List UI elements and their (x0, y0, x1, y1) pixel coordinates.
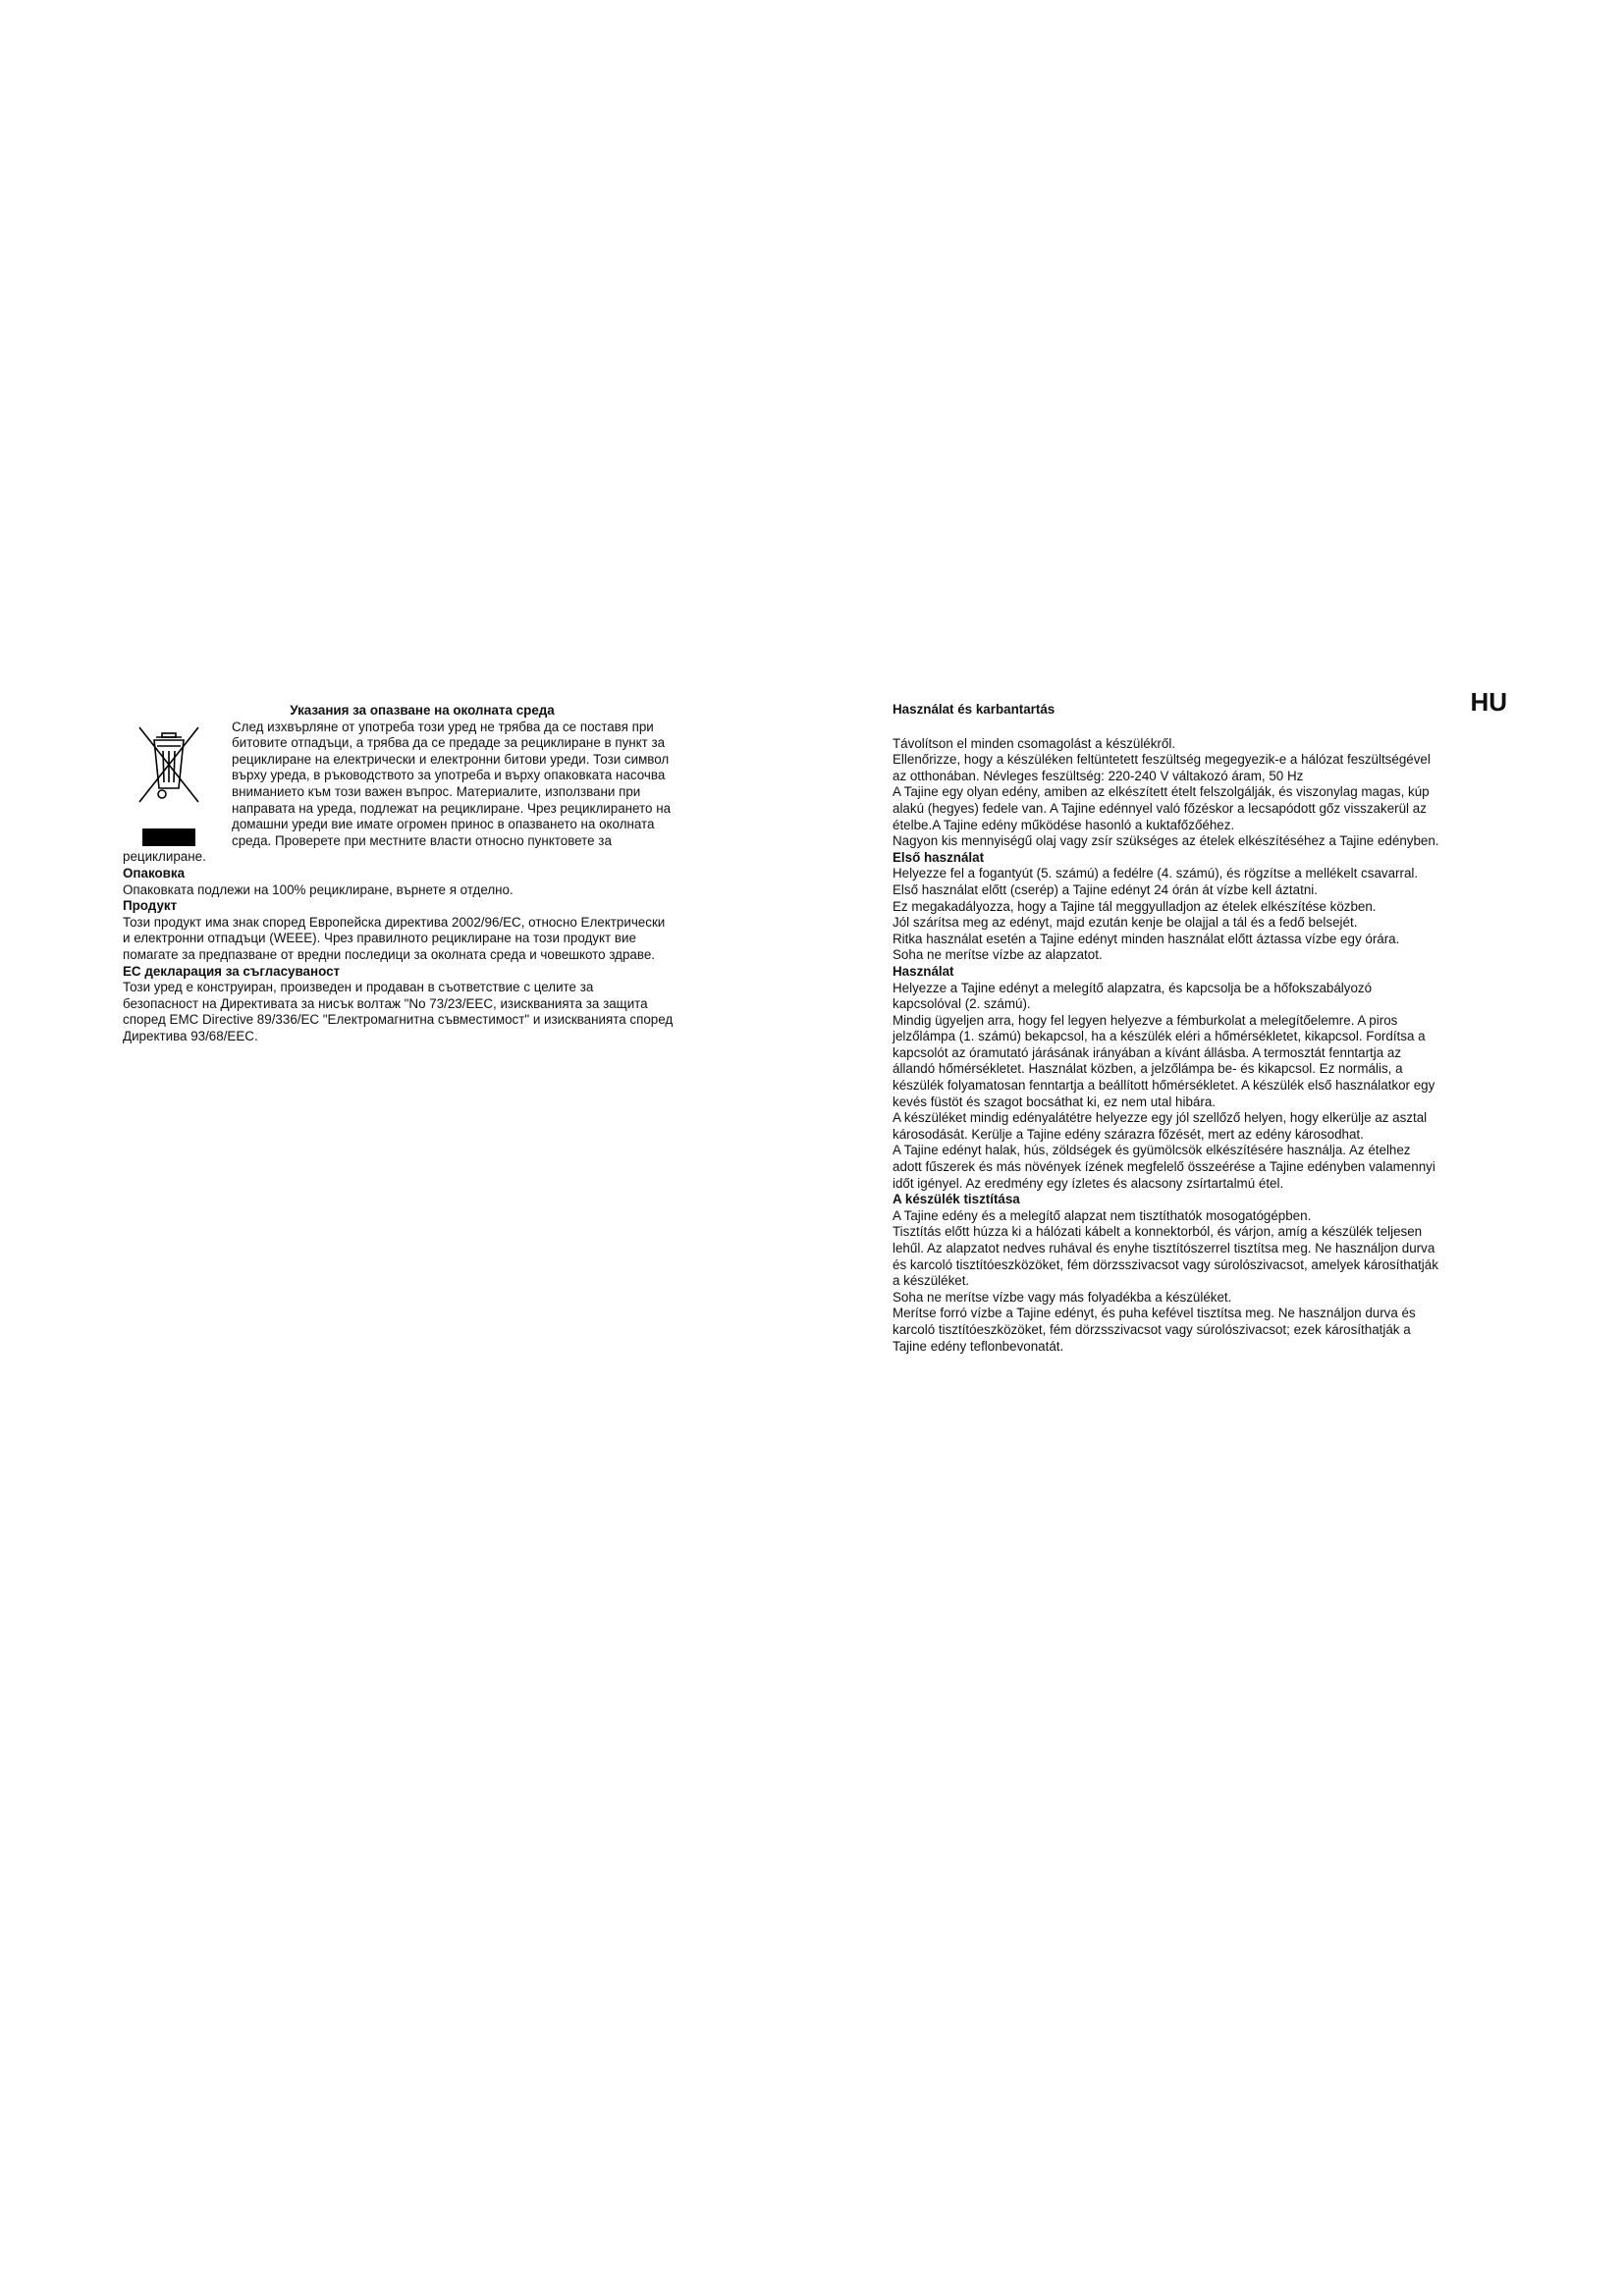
usage-line: Helyezze a Tajine edényt a melegítő alapzatra, és kapcsolja be a hőfokszabályozó (893, 980, 1373, 995)
usage-line: kevés füstöt és szagot bocsáthat ki, ez nem utal hibára. (893, 1094, 1216, 1109)
first-use-line: Soha ne merítse vízbe az alapzatot. (893, 947, 1103, 963)
intro-line: alakú (hegyes) fedele van. A Tajine edénnyel való főzéskor a lecsapódott gőz visszakerül az (893, 800, 1427, 816)
env-line: направата на уреда, подлежат на рециклиране. Чрез рециклирането на (232, 800, 672, 816)
cleaning-line: Tajine edény teflonbevonatát. (893, 1338, 1064, 1354)
cleaning-line: karcoló tisztítóeszközöket, fém dörzsszivacsot vagy súrolószivacsot; ezek károsíthatják a (893, 1321, 1411, 1337)
env-title: Указания за опазване на околната среда (290, 703, 555, 718)
env-line: домашни уреди вие имате огромен принос в опазването на околната (232, 817, 655, 832)
env-line: битовите отпадъци, а трябва да се предаде за рециклиране в пункт за (232, 735, 666, 751)
right-header (893, 687, 1511, 719)
env-line: среда. Проверете при местните власти относно пунктовете за (232, 832, 612, 848)
ec-line: според EMC Directive 89/336/EC "Електромагнитна съвместимост" и изискванията според (123, 1012, 674, 1028)
cleaning-line: Soha ne merítse vízbe vagy más folyadékba a készüléket. (893, 1289, 1232, 1305)
first-use-line: Ez megakadályozza, hogy a Tajine tál meggyulladjon az ételek elkészítése közben. (893, 898, 1377, 914)
ec-line: Този уред е конструиран, произведен и продаван в съответствие с целите за (123, 980, 594, 995)
usage-heading: Használat (893, 963, 954, 979)
env-text (232, 720, 741, 850)
usage-line: kapcsolóval (2. számú). (893, 996, 1031, 1012)
crossed-out-wheelie-bin-icon (136, 723, 201, 806)
cleaning-line: A Tajine edény és a melegítő alapzat nem tisztíthatók mosogatógépben. (893, 1207, 1312, 1223)
usage-line: Mindig ügyeljen arra, hogy fel legyen helyezve a fémburkolat a melegítőelemre. A piros (893, 1012, 1398, 1028)
product-line: Този продукт има знак според Европейска директива 2002/96/EC, относно Електрически (123, 914, 666, 930)
cleaning-line: Tisztítás előtt húzza ki a hálózati kábelt a konnektorból, és várjon, amíg a készülék teljesen (893, 1224, 1423, 1240)
env-line: рециклиране на електрически и електронни битови уреди. Този символ (232, 751, 670, 767)
first-use-heading: Első használat (893, 849, 985, 865)
intro-line: Ellenőrizze, hogy a készüléken feltüntetett feszültség megegyezik-e a hálózat feszültségével (893, 752, 1431, 768)
env-block (123, 720, 741, 866)
section-title: Használat és karbantartás (893, 702, 1056, 717)
cleaning-line: és karcoló tisztítóeszközöket, fém dörzsszivacsot vagy súrolószivacsot, amelyek károsíthatják (893, 1256, 1438, 1272)
usage-line: adott fűszerek és más növények ízének megfelelő összeérése a Tajine edényben valamennyi (893, 1159, 1435, 1175)
env-line: върху уреда, в ръководството за употреба и върху опаковката насочва (232, 768, 666, 783)
product-line: и електронни отпадъци (WEEE). Чрез правилното рециклиране на този продукт вие (123, 931, 636, 946)
cleaning-line: lehűl. Az alapzatot nedves ruhával és enyhe tisztítószerrel tisztítsa meg. Ne használjon durva (893, 1241, 1435, 1255)
usage-line: állandó hőmérsékletet. Használat közben, a jelzőlámpa be- és kikapcsol. Ez normális, a (893, 1061, 1403, 1077)
language-code: HU (1470, 687, 1507, 717)
ec-line: безопасност на Директивата за нисък волтаж "No 73/23/EEC, изискванията за защита (123, 995, 648, 1011)
usage-line: A Tajine edényt halak, hús, zöldségek és gyümölcsök elkészítésére használja. Az ételhez (893, 1143, 1411, 1158)
cleaning-line: a készüléket. (893, 1273, 970, 1289)
packaging-text: Опаковката подлежи на 100% рециклиране, върнете я отделно. (123, 881, 514, 897)
left-column (123, 703, 741, 1044)
ec-heading: EC декларация за съгласуваност (123, 963, 341, 979)
usage-line: készülék folyamatosan fenntartja a beállított hőmérsékletet. A készülék első használatkor egy (893, 1078, 1435, 1094)
product-heading: Продукт (123, 898, 178, 914)
intro-line: az otthonában. Névleges feszültség: 220-240 V váltakozó áram, 50 Hz (893, 768, 1304, 783)
right-column (893, 687, 1511, 1355)
usage-line: károsodását. Kerülje a Tajine edény szárazra főzését, mert az edény károsodhat. (893, 1126, 1364, 1142)
first-use-line: Ritka használat esetén a Tajine edényt minden használat előtt áztassa vízbe egy órára. (893, 931, 1400, 946)
env-line-last: рециклиране. (123, 849, 206, 865)
env-line: След изхвърляне от употреба този уред не трябва да се поставя при (232, 719, 654, 734)
weee-bar (142, 828, 195, 846)
intro-line: Távolítson el minden csomagolást a készülékről. (893, 735, 1176, 751)
packaging-heading: Опаковка (123, 865, 186, 881)
cleaning-heading: A készülék tisztítása (893, 1192, 1020, 1207)
first-use-line: Első használat előtt (cserép) a Tajine edényt 24 órán át vízbe kell áztatni. (893, 881, 1318, 897)
intro-line: A Tajine egy olyan edény, amiben az elkészített ételt felszolgálják, és viszonylag magas, kúp (893, 784, 1430, 800)
usage-line: jelzőlámpa (1. számú) bekapcsol, ha a készülék eléri a hőmérsékletet, kikapcsol. Fordítsa a (893, 1029, 1426, 1044)
intro-line: Nagyon kis mennyiségű olaj vagy zsír szükséges az ételek elkészítéséhez a Tajine edényben. (893, 833, 1439, 849)
ec-line: Директива 93/68/EEC. (123, 1028, 258, 1043)
first-use-line: Jól szárítsa meg az edényt, majd ezután kenje be olajjal a tál és a fedő belsejét. (893, 915, 1358, 931)
usage-line: kapcsolót az óramutató járásának irányában a kívánt állásba. A termosztát fenntartja az (893, 1044, 1402, 1060)
intro-line: ételbe.A Tajine edény működése hasonló a kuktafőzőéhez. (893, 817, 1235, 832)
usage-line: időt igényel. Az eredmény egy ízletes és alacsony zsírtartalmú étel. (893, 1175, 1284, 1191)
usage-line: A készüléket mindig edényalátétre helyezze egy jól szellőző helyen, hogy elkerülje az asztal (893, 1110, 1428, 1126)
product-line: помагате за предпазване от вредни последици за околната среда и човешкото здраве. (123, 946, 656, 962)
cleaning-line: Merítse forró vízbe a Tajine edényt, és puha kefével tisztítsa meg. Ne használjon durva és (893, 1306, 1416, 1321)
first-use-line: Helyezze fel a fogantyút (5. számú) a fedélre (4. számú), és rögzítse a mellékelt csavarral. (893, 866, 1419, 881)
env-line: вниманието към този важен въпрос. Материалите, използвани при (232, 783, 641, 799)
